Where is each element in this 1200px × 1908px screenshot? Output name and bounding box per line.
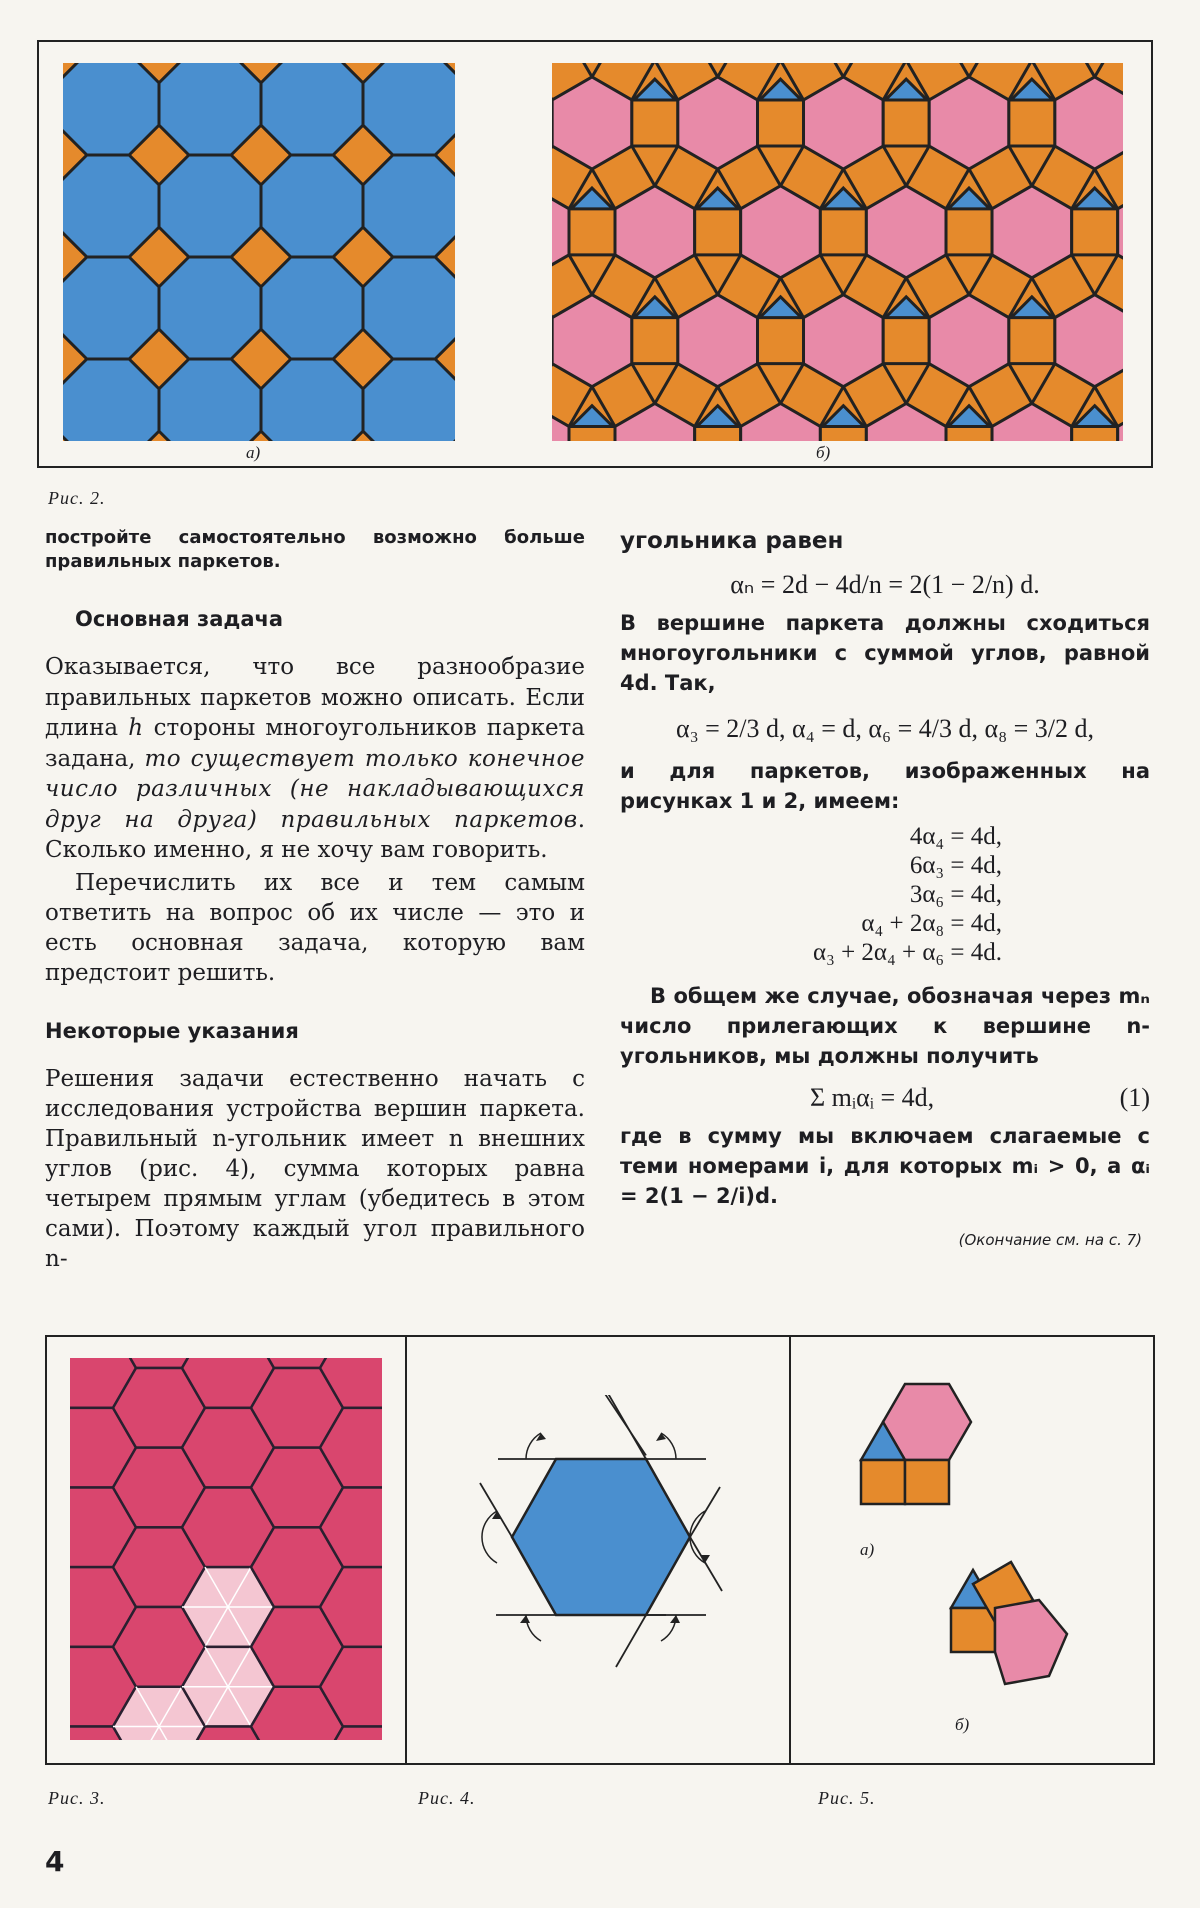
octagon-tile (363, 155, 455, 257)
formula-angles: α₃ = 2/3 d, α₄ = d, α₆ = 4/3 d, α₈ = 3/2 d, (675, 714, 1095, 743)
right-line1: угольника равен (620, 528, 844, 554)
figure-2a-label: а) (246, 443, 261, 462)
square-tile (758, 318, 804, 364)
square-tile (820, 209, 866, 255)
square-tile (695, 427, 741, 441)
square-tile (1009, 318, 1055, 364)
figure-5b-label: б) (955, 1715, 970, 1734)
square-tile (883, 100, 929, 146)
paragraph-main-problem (45, 652, 585, 866)
octagon-tile (363, 257, 455, 359)
square-tile (946, 209, 992, 255)
square-piece (905, 1460, 949, 1504)
paragraph-general-case: В общем же случае, обозначая через mₙ число прилегающих к вершине n-угольников, мы должны получить (620, 984, 1150, 1068)
equation-row: 3α₆ = 4d, (909, 881, 1002, 908)
continuation-note: (Окончание см. на с. 7) (958, 1231, 1142, 1249)
square-tile (1009, 100, 1055, 146)
square-tile (820, 427, 866, 441)
hexagon-shape (512, 1459, 690, 1615)
octagon-tile (63, 155, 159, 257)
p1-h-variable: h (128, 715, 144, 741)
equation-row: α₄ + 2α₈ = 4d, (861, 910, 1002, 937)
figure-3-hexagon-triangle-tiling (70, 1358, 382, 1740)
figure-4-hexagon-external-angles (470, 1395, 730, 1695)
octagon-tile (261, 155, 363, 257)
square-piece (861, 1460, 905, 1504)
left-column (45, 526, 585, 1274)
square-tile (1072, 427, 1118, 441)
figure-2a-octagon-square-tiling (63, 63, 455, 441)
figure-3-caption: Рис. 3. (48, 1788, 106, 1808)
figure-5b-vertex-configuration (945, 1560, 1105, 1710)
octagon-tile (159, 155, 261, 257)
octagon-tile (261, 63, 363, 155)
p1-part2: стороны многоугольников паркета задана, (45, 715, 585, 772)
equation-list (620, 822, 1002, 967)
hexagon-piece (995, 1600, 1067, 1684)
p1-part3: . Сколько именно, я не хочу вам говорить. (45, 806, 585, 863)
right-column (620, 526, 1150, 1255)
intro-text: постройте самостоятельно возможно больше правильных паркетов. (45, 527, 585, 572)
square-tile (883, 318, 929, 364)
formula-alpha-n: αₙ = 2d − 4d/n = 2(1 − 2/n) d. (730, 570, 1040, 599)
square-tile (569, 209, 615, 255)
square-tile (632, 318, 678, 364)
square-tile (695, 209, 741, 255)
paragraph-vertex-sum: В вершине паркета должны сходиться многоугольники с суммой углов, равной 4d. Так, (620, 611, 1150, 695)
figure-2b-label: б) (816, 443, 831, 462)
octagon-tile (159, 63, 261, 155)
figure-2-caption: Рис. 2. (48, 488, 106, 508)
p1-part1: Оказывается, что все разнообразие правильных паркетов можно описать. Если длина (45, 654, 585, 741)
octagon-tile (63, 257, 159, 359)
octagon-tile (159, 257, 261, 359)
p1-italic-statement: то существует только конечное число различных (не накладывающихся друг на друга) правильных паркетов (45, 745, 585, 833)
formula-sum: Σ mᵢαᵢ = 4d, (810, 1083, 935, 1112)
figure-4-caption: Рис. 4. (418, 1788, 476, 1808)
square-tile (632, 100, 678, 146)
formula-sum-number: (1) (1119, 1083, 1150, 1112)
square-tile (1072, 209, 1118, 255)
equation-row: 6α₃ = 4d, (909, 852, 1002, 879)
figure-5a-vertex-configuration (855, 1380, 1015, 1522)
divider-4-5 (789, 1335, 791, 1765)
paragraph-figures-ref: и для паркетов, изображенных на рисунках 1 и 2, имеем: (620, 759, 1150, 813)
paragraph-sum-terms: где в сумму мы включаем слагаемые с теми номерами i, для которых mᵢ > 0, а αᵢ = 2(1 − 2/i)d. (620, 1124, 1150, 1208)
equation-row: 4α₄ = 4d, (909, 823, 1002, 850)
paragraph-hints: Решения задачи естественно начать с исследования устройства вершин паркета. Правильный n-угольник имеет n внешних углов (рис. 4), сумма которых равна четырем прямым углам (убедитесь в этом сами). Поэтому каждый угол правильного n- (45, 1065, 585, 1272)
square-tile (569, 427, 615, 441)
formula-sum-row (620, 1079, 1150, 1119)
heading-hints: Некоторые указания (45, 1018, 299, 1043)
figure-2b-hexagon-square-triangle-tiling (552, 63, 1123, 441)
heading-main-problem: Основная задача (75, 607, 284, 631)
paragraph-enumerate: Перечислить их все и тем самым ответить на вопрос об их числе — это и есть основная задача, которую вам предстоит решить. (45, 869, 585, 986)
square-tile (946, 427, 992, 441)
octagon-tile (261, 257, 363, 359)
equation-row: α₃ + 2α₄ + α₆ = 4d. (813, 939, 1002, 966)
figure-5a-label: а) (860, 1540, 875, 1559)
square-tile (758, 100, 804, 146)
page-number: 4 (45, 1845, 65, 1878)
square-piece (951, 1608, 995, 1652)
octagon-tile (63, 63, 159, 155)
divider-3-4 (405, 1335, 407, 1765)
figure-5-caption: Рис. 5. (818, 1788, 876, 1808)
